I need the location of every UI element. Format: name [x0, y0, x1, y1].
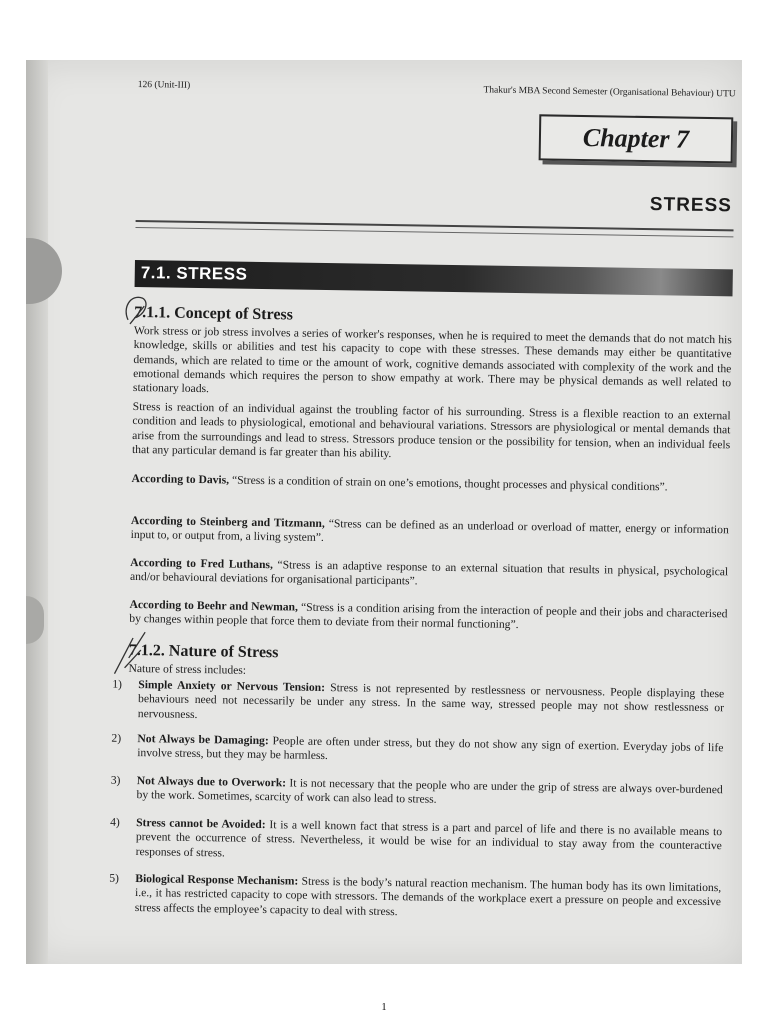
section-bar	[135, 260, 733, 296]
concept-paragraph-1: Work stress or job stress involves a series of worker's responses, when he is required to meet the demands that do not match his knowledge, skills or abilities and test his capacity to cope with these stresses. These demands may either be quantitative demands, which are related to time or the amount of work, cognitive demands associated with complexity of the work and the emotional demands which requires the person to show empathy at work. There may be physical demands as well related to stationary loads.	[132, 323, 732, 396]
scanned-page-photo	[26, 60, 742, 964]
definition-davis	[131, 472, 729, 496]
list-item	[112, 678, 725, 730]
list-text	[137, 732, 723, 770]
nature-intro: Nature of stress includes:	[128, 661, 247, 677]
list-body: It is not necessary that the people who are under the grip of stress are always over-burdened by the work. Sometimes, scarcity of work can also lead to stress.	[136, 776, 723, 807]
page-title: STRESS	[649, 194, 733, 217]
list-item	[110, 774, 722, 812]
definition-author: According to Fred Luthans,	[130, 555, 274, 572]
divider	[135, 220, 733, 237]
list-title: Biological Response Mechanism:	[135, 872, 299, 888]
list-title: Stress cannot be Avoided:	[136, 816, 266, 832]
definition-luthans	[130, 556, 728, 594]
definition-author: According to Beehr and Newman,	[129, 597, 299, 614]
book-page	[109, 68, 738, 964]
list-item	[111, 732, 723, 770]
list-number: 3)	[110, 773, 121, 787]
list-text	[135, 872, 722, 924]
chapter-box	[539, 114, 734, 163]
list-item	[109, 872, 722, 924]
list-text	[136, 774, 722, 812]
nature-heading: 7.1.2. Nature of Stress	[128, 641, 279, 662]
list-title: Simple Anxiety or Nervous Tension:	[138, 678, 326, 695]
list-number: 2)	[111, 731, 122, 745]
concept-heading: 7.1.1. Concept of Stress	[134, 303, 294, 324]
definition-author: According to Davis,	[131, 471, 230, 487]
definition-steinberg	[131, 514, 729, 552]
list-body: Stress is not represented by restlessness or nervousness. People displaying these behaviours need not necessarily be under any stress. In the same way, stressed people may not show restlessness or nervousness.	[137, 681, 725, 721]
list-text	[138, 678, 725, 730]
definition-text: “Stress is an adaptive response to an external situation that results in physical, psychological and/or behavioural deviations for organisational participants”.	[129, 558, 729, 588]
page-number-label: 126 (Unit-III)	[137, 79, 191, 91]
list-item	[110, 816, 723, 868]
definition-beehr-newman	[129, 598, 727, 636]
list-text	[136, 816, 723, 868]
running-header	[137, 79, 736, 100]
section-heading: 7.1. STRESS	[140, 263, 248, 284]
chapter-label: Chapter 7	[582, 122, 690, 154]
definition-author: According to Steinberg and Titzmann,	[130, 513, 325, 530]
list-body: Stress is the body’s natural reaction mechanism. The human body has its own limitations, i.e., it has restricted capacity to cope with stressors. The demands of the workplace exert a pressure on people and excessive stress affects the employee’s capacity to deal with stress.	[134, 874, 722, 918]
book-title-label: Thakur's MBA Second Semester (Organisational Behaviour) UTU	[483, 85, 736, 100]
list-title: Not Always due to Overwork:	[136, 774, 287, 790]
list-number: 5)	[109, 871, 120, 885]
definition-text: “Stress can be defined as an underload or overload of matter, energy or information input to, or output from, a living system”.	[130, 516, 729, 545]
list-body: It is a well known fact that stress is a part and parcel of life and there is no available means to prevent the occurrence of stress. Nevertheless, it would be wise for an individual to stay away from the counteractive responses of stress.	[135, 818, 723, 860]
viewer-page-number: 1	[381, 1002, 387, 1013]
definition-text: “Stress is a condition arising from the interaction of people and their jobs and characterised by changes within people that force them to deviate from their normal functioning”.	[129, 600, 728, 632]
list-number: 4)	[110, 815, 120, 829]
list-title: Not Always be Damaging:	[137, 732, 269, 748]
list-body: People are often under stress, but they do not show any sign of exertion. Everyday jobs of life involve stress, but they may be harmless.	[137, 734, 724, 763]
book-spine	[26, 60, 48, 964]
list-number: 1)	[112, 677, 123, 691]
definition-text: “Stress is a condition of strain on one’s emotions, thought processes and physical conditions”.	[229, 473, 668, 494]
concept-paragraph-2: Stress is reaction of an individual against the troubling factor of his surrounding. Stress is a flexible reaction to an external condition and leads to physiological, emotional and behavioural variations. Stressors are physiological or mental demands that arise from the surroundings and lead to stress. Stressors produce tension or the possibility for tension, when an individual feels that any particular demand is far greater than his ability.	[131, 399, 731, 460]
thumb	[26, 238, 62, 304]
